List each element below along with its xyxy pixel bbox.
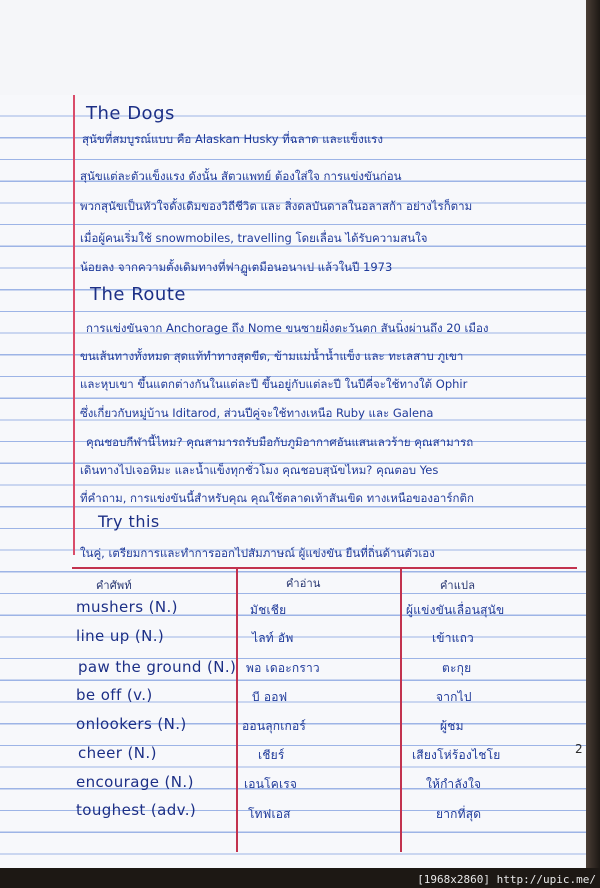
dogs-text-line: พวกสุนัขเป็นหัวใจดั้งเดิมของวิถีชีวิต และ สิ่งดลบันดาลในอลาสก้า อย่างไรก็ตาม: [80, 199, 473, 213]
route-text-line: คุณชอบกีฬานี้ไหม? คุณสามารถรับมือกับภูมิอากาศอันแสนเลวร้าย คุณสามารถ: [86, 435, 474, 449]
table-header-reading: คำอ่าน: [286, 577, 321, 590]
table-header-meaning: คำแปล: [440, 579, 476, 592]
dogs-text-line: น้อยลง จากความตั้งเดิมทางที่ฟาฏูเตมือนอนาเป แล้วในปี 1973: [80, 260, 393, 274]
dogs-text-line: เมื่อผู้คนเริ่มใช้ snowmobiles, travelling โดยเลื่อน ได้รับความสนใจ: [80, 231, 428, 245]
vocab-reading: บี ออฟ: [252, 690, 288, 704]
vocab-meaning: ยากที่สุด: [436, 807, 482, 821]
table-header-rule: [72, 567, 577, 569]
vocab-meaning: ผู้ชม: [440, 719, 464, 733]
image-source-caption: [1968x2860] http://upic.me/: [417, 873, 596, 886]
vocab-meaning: เข้าแถว: [432, 631, 474, 645]
page-top-blank: [0, 0, 586, 95]
margin-line: [73, 95, 75, 555]
vocab-meaning: ให้กำลังใจ: [426, 777, 482, 791]
vocab-word: paw the ground (N.): [78, 658, 237, 676]
vocab-reading: โทฟเอส: [248, 807, 291, 821]
heading-try-this: Try this: [98, 512, 160, 531]
vocab-reading: มัชเชีย: [250, 603, 287, 617]
route-text-line: เดินทางไปเจอหิมะ และน้ำแข็งทุกชั่วโมง คุณชอบสุนัขไหม? คุณตอบ Yes: [80, 463, 439, 477]
route-text-line: การแข่งขันจาก Anchorage ถึง Nome ขนซายฝั่งตะวันตก สันนิ่งผ่านถึง 20 เมือง: [86, 321, 489, 335]
vocab-meaning: ตะกุย: [442, 661, 472, 675]
vocab-word: mushers (N.): [76, 598, 178, 616]
heading-the-route: The Route: [90, 284, 186, 305]
vocab-word: onlookers (N.): [76, 715, 187, 733]
route-text-line: ที่คำถาม, การแข่งขันนี้สำหรับคุณ คุณใช้ตลาดเท้าสันเขิด ทางเหนือของอาร์กติก: [80, 491, 474, 505]
vocab-meaning: เสียงโห่ร้องไชโย: [412, 748, 501, 762]
vocab-word: encourage (N.): [76, 773, 194, 791]
vocab-word: cheer (N.): [78, 744, 157, 762]
vocab-word: toughest (adv.): [76, 801, 197, 819]
vocab-word: line up (N.): [76, 627, 165, 645]
route-text-line: และหุบเขา ขึ้นแตกต่างกันในแต่ละปี ขึ้นอยู่กับแต่ละปี ในปีคี่จะใช้ทางใต้ Ophir: [80, 377, 468, 391]
vocab-meaning: ผู้แข่งขันเลื่อนสุนัข: [406, 603, 505, 617]
vocab-reading: เชียร์: [258, 748, 285, 762]
vocab-meaning: จากไป: [436, 690, 472, 704]
table-header-word: คำศัพท์: [96, 579, 132, 592]
table-column-divider: [400, 567, 402, 852]
vocab-reading: เอนโคเรจ: [244, 777, 298, 791]
dogs-text-line: สุนัขที่สมบูรณ์แบบ คือ Alaskan Husky ที่ฉลาด และแข็งแรง: [82, 132, 383, 146]
dogs-text-line: สุนัขแต่ละตัวแข็งแรง ดังนั้น สัตวแพทย์ ต้องใส่ใจ การแข่งขันก่อน: [80, 169, 402, 183]
table-column-divider: [236, 567, 238, 852]
notebook-edge-shadow: [586, 0, 600, 888]
vocab-reading: ไลท์ อัพ: [252, 631, 294, 645]
route-text-line: ซึ่งเกี่ยวกับหมู่บ้าน Iditarod, ส่วนปีคู่จะใช้ทางเหนือ Ruby และ Galena: [80, 406, 434, 420]
vocab-word: be off (v.): [76, 686, 153, 704]
heading-the-dogs: The Dogs: [86, 103, 175, 124]
route-text-line: ขนเส้นทางทั้งหมด สุดแท้ทำทางสุดขีด, ข้ามแม่น้ำน้ำแข็ง และ ทะเลสาบ ภูเขา: [80, 349, 464, 363]
vocab-reading: พอ เดอะกราว: [246, 661, 320, 675]
vocab-reading: ออนลุกเกอร์: [242, 719, 307, 733]
side-page-number: 2: [575, 742, 583, 756]
try-instruction: ในคู่, เตรียมการและทำการออกไปสัมภาษณ์ ผู้แข่งขัน ยืนที่ถิ่นด้านตัวเอง: [80, 546, 435, 560]
